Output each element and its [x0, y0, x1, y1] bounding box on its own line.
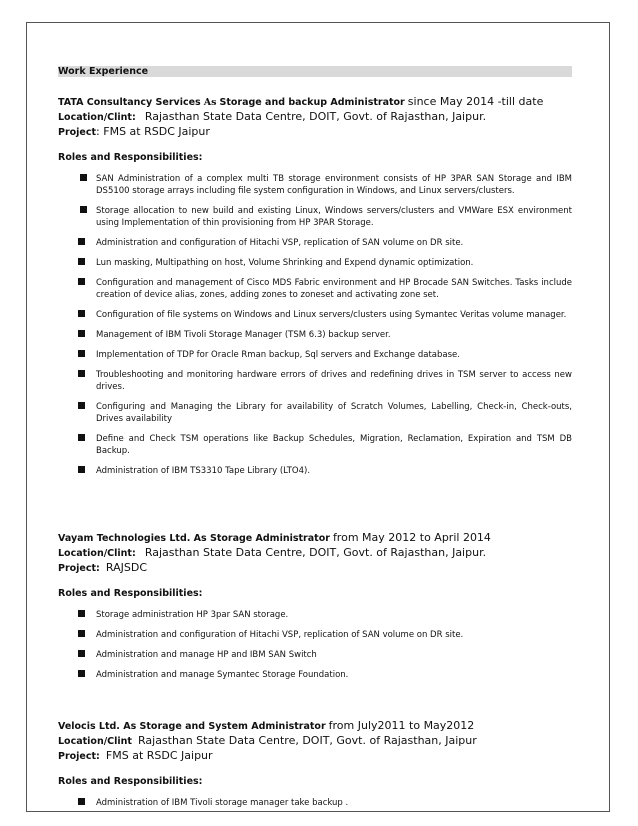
job-header [58, 95, 572, 110]
roles-title: Roles and Responsibilities: [58, 152, 203, 163]
bullet-icon [78, 650, 85, 657]
job-header [58, 719, 572, 734]
bullet-icon [78, 350, 85, 357]
list-item: Define and Check TSM operations like Backup Schedules, Migration, Reclamation, Expiration and TSM DB Backup. [58, 433, 572, 457]
list-item: Administration and configuration of Hitachi VSP, replication of SAN volume on DR site. [58, 237, 572, 249]
job-location [58, 734, 572, 749]
bullet-icon [78, 610, 85, 617]
roles-title: Roles and Responsibilities: [58, 588, 203, 599]
bullet-icon [78, 310, 85, 317]
bullet-icon [78, 278, 85, 285]
company-name: Vayam Technologies Ltd. As Storage Administrator [58, 533, 330, 544]
job-vayam [58, 531, 572, 681]
bullet-icon [78, 258, 85, 265]
job-velocis [58, 719, 572, 809]
roles-title: Roles and Responsibilities: [58, 776, 203, 787]
bullet-icon [78, 434, 85, 441]
list-item: Storage administration HP 3par SAN storage. [58, 609, 572, 621]
list-item: Management of IBM Tivoli Storage Manager (TSM 6.3) backup server. [58, 329, 572, 341]
list-item: Configuration of file systems on Windows and Linux servers/clusters using Symantec Veritas volume manager. [58, 309, 572, 321]
location-value: Rajasthan State Data Centre, DOIT, Govt. of Rajasthan, Jaipur [138, 734, 477, 747]
list-item: Administration of IBM TS3310 Tape Library (LTO4). [58, 465, 572, 477]
location-label: Location/Clint [58, 736, 132, 747]
job-header [58, 531, 572, 546]
list-item: Storage allocation to new build and existing Linux, Windows servers/clusters and VMWare ESX environment using Implementation of thin provisioning from HP 3PAR Storage. [58, 205, 572, 229]
location-value: Rajasthan State Data Centre, DOIT, Govt. of Rajasthan, Jaipur. [144, 546, 487, 559]
section-title: Work Experience [58, 66, 572, 77]
responsibilities-list [58, 609, 572, 681]
job-project [58, 749, 572, 764]
list-item: Troubleshooting and monitoring hardware errors of drives and redefining drives in TSM server to access new drives. [58, 369, 572, 393]
job-period: from May 2012 to April 2014 [332, 531, 491, 544]
list-item: Configuring and Managing the Library for availability of Scratch Volumes, Labelling, Check-in, Check-outs, Drives availability [58, 401, 572, 425]
location-value: Rajasthan State Data Centre, DOIT, Govt. of Rajasthan, Jaipur. [144, 110, 487, 123]
list-item: SAN Administration of a complex multi TB storage environment consists of HP 3PAR SAN Storage and IBM DS5100 storage arrays including file system configuration in Windows, and Linux servers/clusters. [58, 173, 572, 197]
bullet-icon [78, 330, 85, 337]
bullet-icon [78, 630, 85, 637]
responsibilities-list [58, 797, 572, 809]
bullet-icon [78, 670, 85, 677]
bullet-icon [80, 206, 87, 213]
list-item: Administration and manage Symantec Storage Foundation. [58, 669, 572, 681]
list-item: Configuration and management of Cisco MDS Fabric environment and HP Brocade SAN Switches. Tasks include creation of device alias, zones, adding zones to zoneset and activating zone set. [58, 277, 572, 301]
bullet-icon [78, 370, 85, 377]
list-item: Administration of IBM Tivoli storage manager take backup . [58, 797, 572, 809]
bullet-icon [80, 174, 87, 181]
job-tcs [58, 95, 572, 477]
list-item: Implementation of TDP for Oracle Rman backup, Sql servers and Exchange database. [58, 349, 572, 361]
job-period: from July2011 to May2012 [328, 719, 475, 732]
project-value: RAJSDC [105, 561, 148, 574]
job-role: Storage and backup Administrator [219, 97, 405, 108]
bullet-icon [78, 402, 85, 409]
bullet-icon [78, 238, 85, 245]
list-item: Administration and manage HP and IBM SAN Switch [58, 649, 572, 661]
project-value: FMS at RSDC Jaipur [105, 749, 213, 762]
company-name: TATA Consultancy Services [58, 97, 201, 108]
location-label: Location/Clint: [58, 548, 136, 559]
project-value: : FMS at RSDC Jaipur [96, 125, 210, 138]
company-name: Velocis Ltd. As Storage and System Administrator [58, 721, 326, 732]
resume-content [58, 66, 572, 817]
bullet-icon [78, 466, 85, 473]
job-location [58, 546, 572, 561]
list-item: Administration and configuration of Hitachi VSP, replication of SAN volume on DR site. [58, 629, 572, 641]
bullet-icon [78, 798, 85, 805]
responsibilities-list [58, 173, 572, 477]
job-project [58, 561, 572, 576]
list-item: Lun masking, Multipathing on host, Volume Shrinking and Expend dynamic optimization. [58, 257, 572, 269]
project-label: Project: [58, 563, 100, 574]
as-word: As [203, 97, 217, 108]
job-location [58, 110, 572, 125]
project-label: Project: [58, 751, 100, 762]
job-period: since May 2014 -till date [407, 95, 544, 108]
location-label: Location/Clint: [58, 112, 136, 123]
job-project [58, 125, 572, 140]
project-label: Project [58, 127, 97, 138]
